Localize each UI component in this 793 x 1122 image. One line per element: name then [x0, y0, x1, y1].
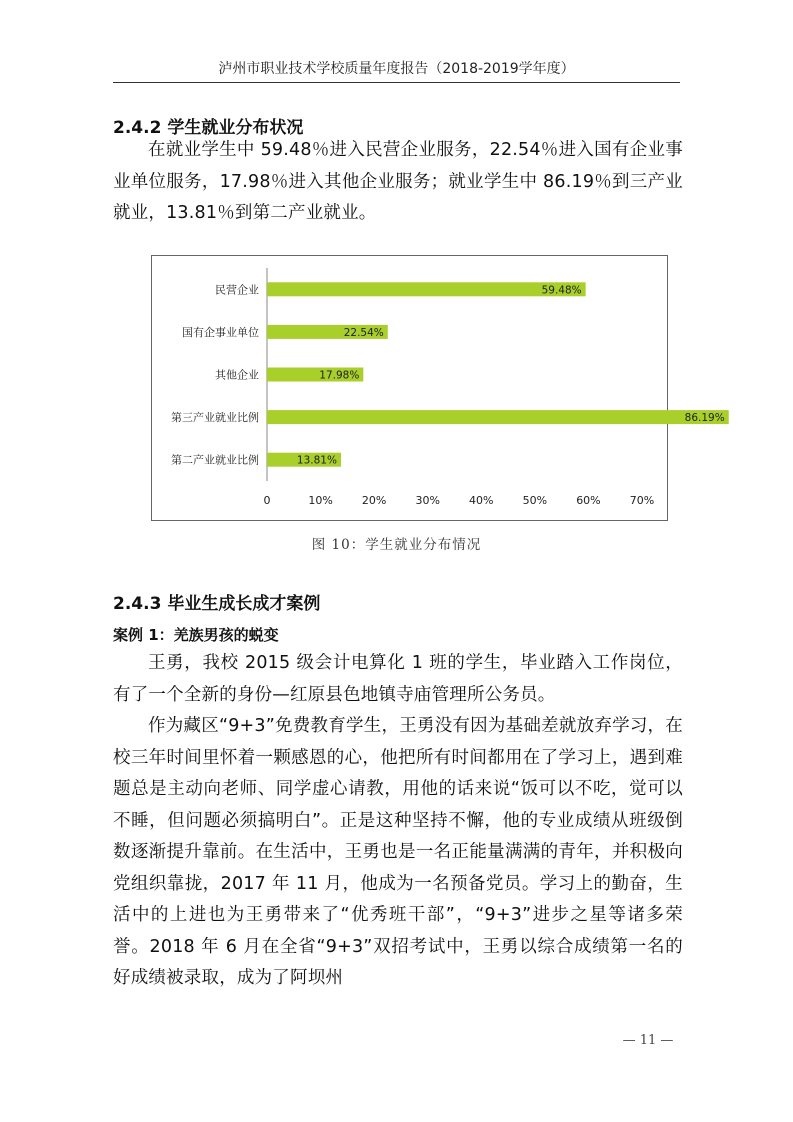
- data-label: 59.48%: [541, 284, 582, 297]
- section-heading-2-4-3: 2.4.3 毕业生成长成才案例: [113, 594, 321, 614]
- section-heading-2-4-2: 2.4.2 学生就业分布状况: [113, 118, 304, 138]
- x-tick-label: 30%: [415, 494, 440, 507]
- case-paragraph-1: 王勇，我校 2015 级会计电算化 1 班的学生，毕业踏入工作岗位，有了一个全新的身份—红原县色地镇寺庙管理所公务员。: [113, 653, 683, 705]
- case-paragraph-2: 作为藏区“9+3”免费教育学生，王勇没有因为基础差就放弃学习，在校三年时间里怀着一颗感恩的心，他把所有时间都用在了学习上，遇到难题总是主动向老师、同学虚心请教，用他的话来说“饭可以不吃，觉可以不睡，但问题必须搞明白”。正是这种坚持不懈，他的专业成绩从班级倒数逐渐提升靠前。在生活中，王勇也是一名正能量满满的青年，并积极向党组织靠拢，2017 年 11 月，他成为一名预备党员。学习上的勤奋，生活中的上进也为王勇带来了“优秀班干部”，“9+3”进步之星等诸多荣誉。2018 年 6 月在全省“9+3”双招考试中，王勇以综合成绩第一名的好成绩被录取，成为了阿坝州: [113, 716, 683, 988]
- category-label: 第二产业就业比例: [171, 453, 259, 467]
- category-label: 国有企事业单位: [182, 325, 259, 339]
- bar: [267, 282, 586, 296]
- x-tick-label: 0: [263, 494, 271, 507]
- figure-caption: 图 10：学生就业分布情况: [311, 537, 482, 553]
- chart-canvas: [152, 256, 725, 520]
- x-tick-label: 50%: [522, 494, 548, 507]
- data-label: 17.98%: [319, 369, 360, 382]
- bar: [267, 410, 729, 424]
- header-rule: [113, 82, 680, 83]
- x-tick-label: 40%: [469, 494, 494, 507]
- x-tick-label: 60%: [576, 494, 601, 507]
- employment-paragraph: 在就业学生中 59.48％进入民营企业服务，22.54％进入国有企业事业单位服务，17.98％进入其他企业服务；就业学生中 86.19％到三产业就业，13.81％到第二产业就业。: [113, 140, 683, 223]
- running-header: 泸州市职业技术学校质量年度报告（2018-2019学年度）: [218, 61, 575, 77]
- data-label: 13.81%: [296, 454, 337, 467]
- x-tick-label: 20%: [361, 494, 387, 507]
- employment-chart: [151, 255, 725, 521]
- case-title: 案例 1：羌族男孩的蜕变: [113, 626, 279, 644]
- page-number: — 11 —: [622, 1033, 674, 1048]
- category-label: 民营企业: [215, 283, 259, 297]
- data-label: 22.54%: [343, 326, 384, 339]
- x-tick-label: 10%: [308, 494, 333, 507]
- x-tick-label: 70%: [629, 494, 655, 507]
- category-label: 其他企业: [215, 368, 259, 382]
- category-label: 第三产业就业比例: [171, 411, 259, 425]
- data-label: 86.19%: [684, 412, 725, 425]
